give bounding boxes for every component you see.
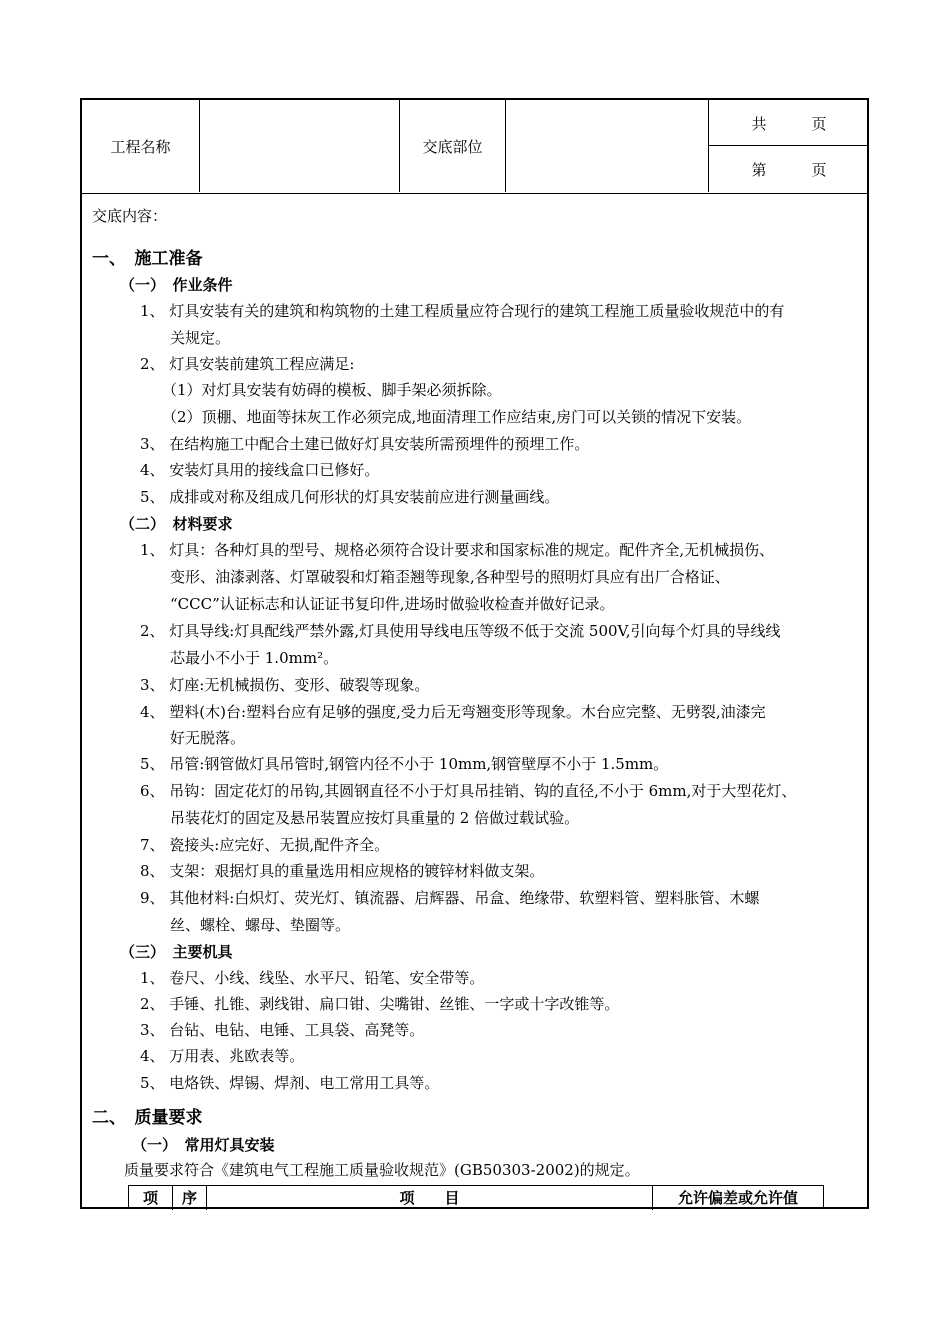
list-item: 3、 台钻、电钻、电锤、工具袋、高凳等。 xyxy=(140,1021,425,1039)
table-header-cell: 项 目 xyxy=(399,1189,460,1207)
list-item-continuation: 好无脱落。 xyxy=(170,729,246,747)
list-item: 1、 灯具：各种灯具的型号、规格必须符合设计要求和国家标准的规定。配件齐全,无机械损伤、 xyxy=(140,541,775,559)
list-item: 4、 塑料(木)台:塑料台应有足够的强度,受力后无弯翘变形等现象。木台应完整、无劈裂,油漆完 xyxy=(140,703,766,721)
project-name-label: 工程名称 xyxy=(110,137,171,156)
location-label: 交底部位 xyxy=(422,137,483,156)
list-item: 3、 在结构施工中配合土建已做好灯具安装所需预埋件的预埋工作。 xyxy=(140,435,590,453)
form-header xyxy=(82,100,867,194)
list-item-continuation: 丝、螺栓、螺母、垫圈等。 xyxy=(170,916,351,934)
list-item: 5、 成排或对称及组成几何形状的灯具安装前应进行测量画线。 xyxy=(140,488,560,506)
section-heading: 一、 施工准备 xyxy=(92,249,203,269)
list-item: 2、 手锤、扎锥、剥线钳、扁口钳、尖嘴钳、丝锥、一字或十字改锥等。 xyxy=(140,995,620,1013)
list-item-continuation: 变形、油漆剥落、灯罩破裂和灯箱歪翘等现象,各种型号的照明灯具应有出厂合格证、 xyxy=(170,568,730,586)
section-heading: 二、 质量要求 xyxy=(92,1108,203,1128)
location-value xyxy=(506,100,708,192)
subsection-heading: （一） 常用灯具安装 xyxy=(132,1136,275,1154)
list-item-continuation: “CCC”认证标志和认证证书复印件,进场时做验收检查并做好记录。 xyxy=(170,595,615,613)
list-item: 2、 灯具导线:灯具配线严禁外露,灯具使用导线电压等级不低于交流 500V,引向每个灯具的导线线 xyxy=(140,622,781,640)
project-name-value xyxy=(200,100,399,192)
list-item-continuation: 关规定。 xyxy=(170,329,231,347)
subsection-heading: （二） 材料要求 xyxy=(120,515,233,533)
list-item: 3、 灯座:无机械损伤、变形、破裂等现象。 xyxy=(140,676,430,694)
list-item: 9、 其他材料:白炽灯、荧光灯、镇流器、启辉器、吊盒、绝缘带、软塑料管、塑料胀管、木螺 xyxy=(140,889,760,907)
list-item: 4、 万用表、兆欧表等。 xyxy=(140,1047,305,1065)
list-item: 5、 电烙铁、焊锡、焊剂、电工常用工具等。 xyxy=(140,1074,440,1092)
sub-list-item: （1）对灯具安装有妨碍的模板、脚手架必须拆除。 xyxy=(162,381,502,399)
list-item-continuation: 吊装花灯的固定及悬吊装置应按灯具重量的 2 倍做过载试验。 xyxy=(170,809,580,827)
list-item: 4、 安装灯具用的接线盒口已修好。 xyxy=(140,461,380,479)
page-number: 第 页 xyxy=(751,160,827,179)
list-item: 5、 吊管:钢管做灯具吊管时,钢管内径不小于 10mm,钢管壁厚不小于 1.5mm。 xyxy=(140,755,669,773)
sub-list-item: （2）顶棚、地面等抹灰工作必须完成,地面清理工作应结束,房门可以关锁的情况下安装。 xyxy=(162,408,752,426)
table-header-cell: 项 xyxy=(142,1189,158,1207)
disclosure-form xyxy=(80,98,869,1209)
tolerance-table-header xyxy=(128,1185,824,1209)
table-header-cell: 序 xyxy=(181,1189,197,1207)
list-item: 7、 瓷接头:应完好、无损,配件齐全。 xyxy=(140,836,390,854)
list-item: 1、 卷尺、小线、线坠、水平尺、铅笔、安全带等。 xyxy=(140,969,485,987)
list-item: 1、 灯具安装有关的建筑和构筑物的土建工程质量应符合现行的建筑工程施工质量验收规范中的有 xyxy=(140,302,785,320)
list-item-continuation: 芯最小不小于 1.0mm²。 xyxy=(170,649,339,667)
subsection-heading: （三） 主要机具 xyxy=(120,943,233,961)
list-item: 2、 灯具安装前建筑工程应满足: xyxy=(140,355,355,373)
total-pages: 共 页 xyxy=(751,114,827,133)
table-header-cell: 允许偏差或允许值 xyxy=(677,1189,798,1207)
subsection-heading: （一） 作业条件 xyxy=(120,276,233,294)
paragraph: 质量要求符合《建筑电气工程施工质量验收规范》(GB50303-2002)的规定。 xyxy=(124,1161,640,1179)
list-item: 8、 支架：艰据灯具的重量选用相应规格的镀锌材料做支架。 xyxy=(140,862,545,880)
content-label: 交底内容： xyxy=(92,207,168,225)
list-item: 6、 吊钩：固定花灯的吊钩,其圆钢直径不小于灯具吊挂销、钩的直径,不小于 6mm,对于大型花灯、 xyxy=(140,782,797,800)
